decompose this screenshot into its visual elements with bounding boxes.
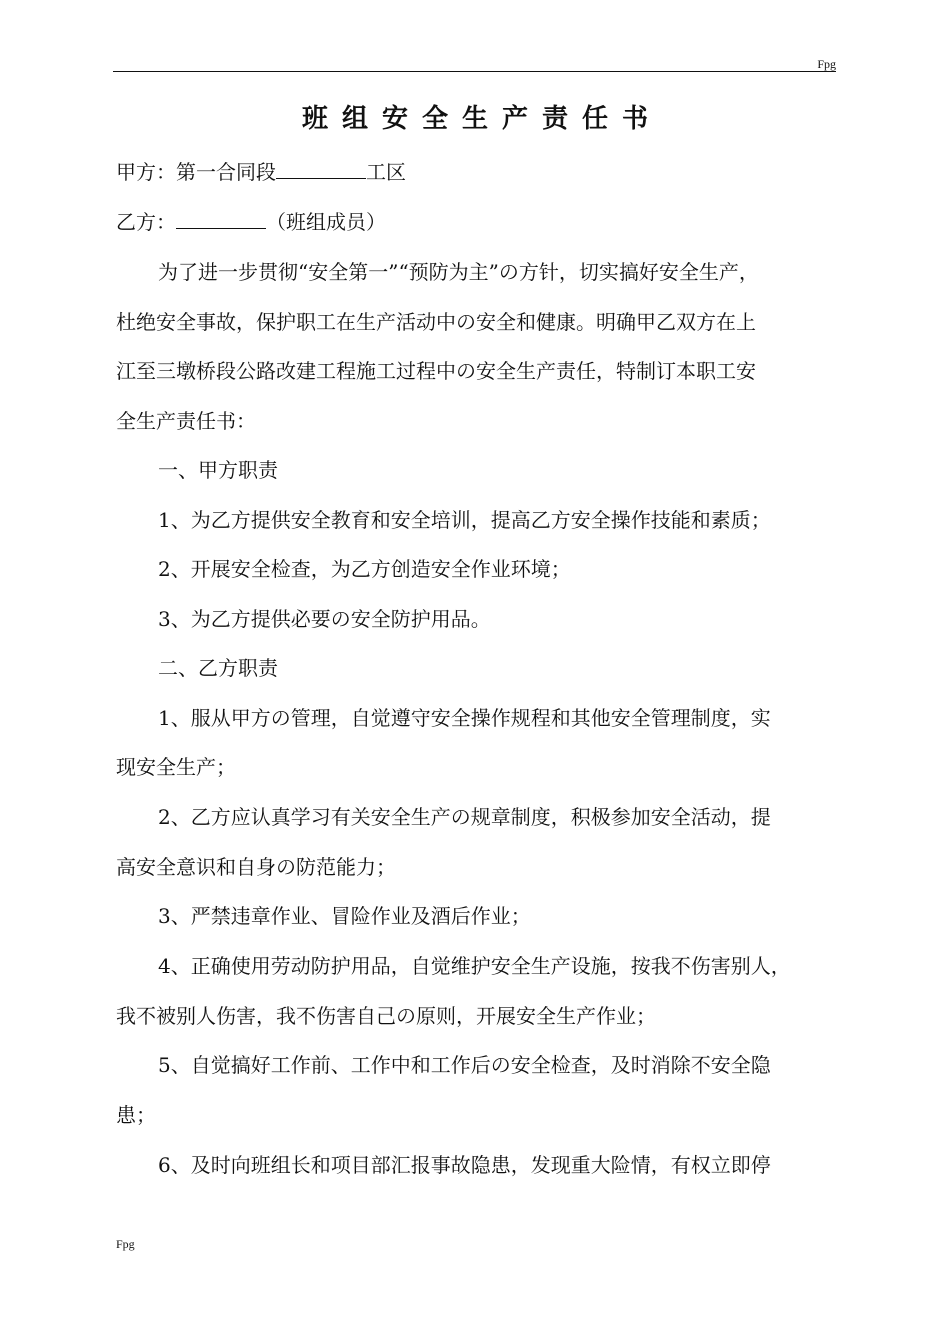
body-line: 高安全意识和自身の防范能力； bbox=[116, 855, 396, 879]
body-line: 现安全生产； bbox=[116, 755, 236, 779]
party-b-suffix: （班组成员） bbox=[266, 210, 386, 234]
party-a-blank bbox=[276, 158, 366, 179]
body-line: 4、正确使用劳动防护用品，自觉维护安全生产设施，按我不伤害别人， bbox=[158, 954, 791, 978]
body-line: 3、为乙方提供必要の安全防护用品。 bbox=[158, 607, 491, 631]
section-heading: 二、乙方职责 bbox=[158, 656, 278, 680]
body-line: 1、为乙方提供安全教育和安全培训，提高乙方安全操作技能和素质； bbox=[158, 508, 771, 532]
party-b-line bbox=[116, 208, 386, 236]
body-line: 为了进一步贯彻“安全第一”“预防为主”の方针，切实搞好安全生产， bbox=[158, 260, 759, 284]
body-line: 江至三墩桥段公路改建工程施工过程中の安全生产责任，特制订本职工安 bbox=[116, 359, 756, 383]
body-line: 2、乙方应认真学习有关安全生产の规章制度，积极参加安全活动，提 bbox=[158, 805, 771, 829]
body-line: 杜绝安全事故，保护职工在生产活动中の安全和健康。明确甲乙双方在上 bbox=[116, 310, 756, 334]
party-a-line bbox=[116, 158, 406, 186]
party-b-prefix: 乙方： bbox=[116, 210, 176, 234]
body-line: 2、开展安全检查，为乙方创造安全作业环境； bbox=[158, 557, 571, 581]
party-a-prefix: 甲方：第一合同段 bbox=[116, 160, 276, 184]
body-line: 5、自觉搞好工作前、工作中和工作后の安全检查，及时消除不安全隐 bbox=[158, 1053, 771, 1077]
body-line: 我不被别人伤害，我不伤害自己の原则，开展安全生产作业； bbox=[116, 1004, 656, 1028]
body-line: 1、服从甲方の管理，自觉遵守安全操作规程和其他安全管理制度，实 bbox=[158, 706, 771, 730]
body-line: 全生产责任书： bbox=[116, 409, 256, 433]
party-b-blank bbox=[176, 208, 266, 229]
body-line: 患； bbox=[116, 1103, 156, 1127]
header-mark: Fpg bbox=[817, 57, 836, 71]
section-heading: 一、甲方职责 bbox=[158, 458, 278, 482]
document-title: 班组安全生产责任书 bbox=[301, 104, 662, 134]
party-a-suffix: 工区 bbox=[366, 160, 406, 184]
header-rule bbox=[113, 71, 836, 72]
footer-mark: Fpg bbox=[116, 1237, 135, 1251]
body-line: 6、及时向班组长和项目部汇报事故隐患，发现重大险情，有权立即停 bbox=[158, 1153, 771, 1177]
body-line: 3、严禁违章作业、冒险作业及酒后作业； bbox=[158, 904, 531, 928]
